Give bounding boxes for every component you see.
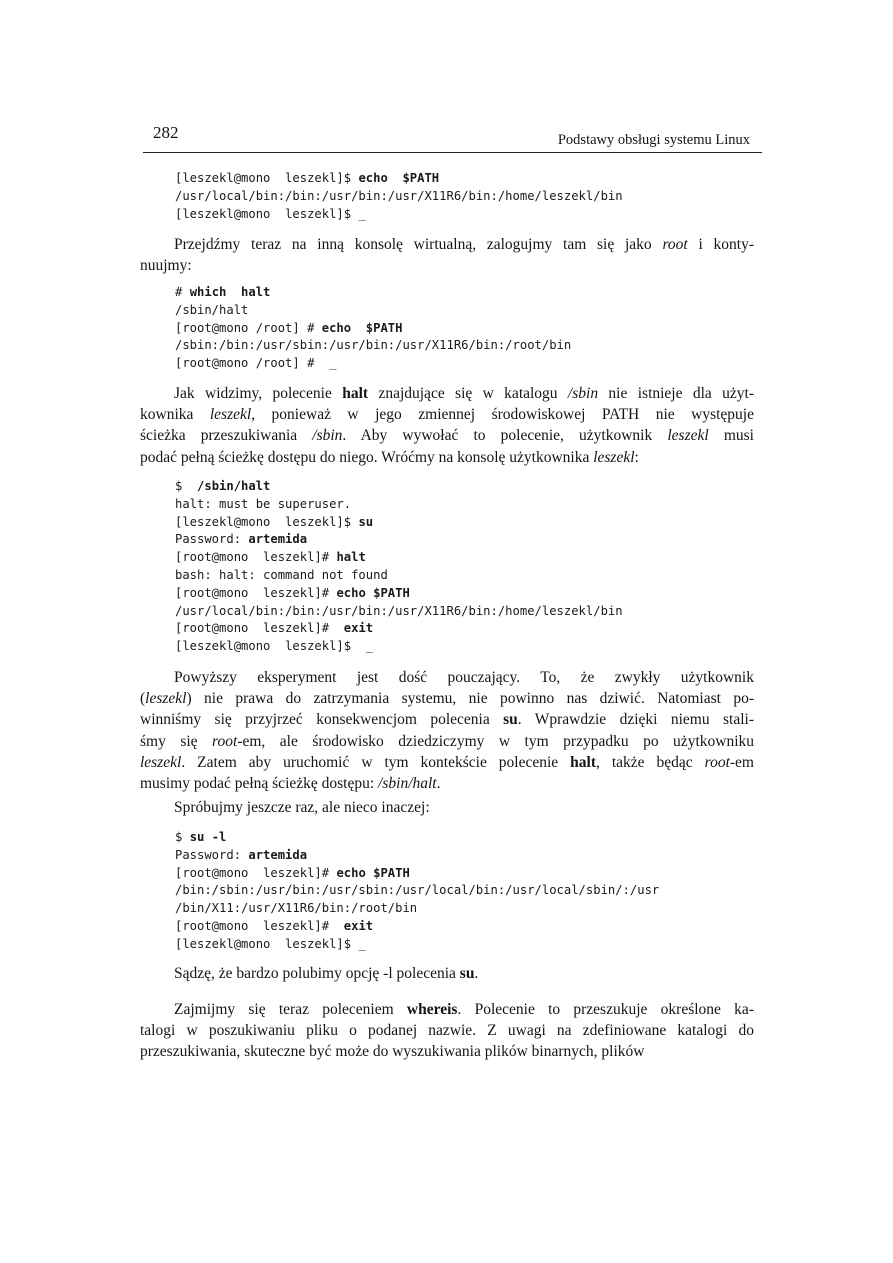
italic-text: leszekl xyxy=(140,753,182,771)
code-block-su-login xyxy=(175,829,659,954)
text-segment: i konty- xyxy=(687,236,754,253)
text-segment: . Aby wywołać to polecenie, użytkownik xyxy=(342,427,668,445)
text-segment: . xyxy=(436,774,441,792)
italic-text: /sbin/halt xyxy=(378,774,437,792)
header-rule xyxy=(143,152,762,153)
italic-text: /sbin xyxy=(567,385,599,402)
bold-text: halt xyxy=(342,385,369,402)
code-line xyxy=(175,936,659,954)
text-segment: Jak widzimy, polecenie xyxy=(174,385,343,402)
italic-text: root xyxy=(662,236,688,253)
text-segment: podać pełną ścieżkę dostępu do niego. Wróćmy na konsolę użytkownika xyxy=(140,448,594,466)
text-line xyxy=(140,404,754,425)
code-line xyxy=(175,829,659,847)
text-segment: Powyższy eksperyment jest dość pouczający. To, że zwykły użytkownik xyxy=(174,669,754,686)
text-line xyxy=(140,731,754,752)
code-line xyxy=(175,337,571,355)
code-line xyxy=(175,478,623,496)
text-segment: [root@mono leszekl]# xyxy=(175,621,344,636)
text-line xyxy=(140,1020,754,1041)
paragraph-experiment xyxy=(140,667,754,794)
code-line xyxy=(175,847,659,865)
code-line xyxy=(175,302,571,320)
text-line xyxy=(140,999,754,1020)
text-line xyxy=(140,234,754,255)
italic-text: leszekl xyxy=(209,406,252,424)
paragraph-try-again xyxy=(140,797,754,818)
code-line xyxy=(175,882,659,900)
text-segment: /sbin/halt xyxy=(175,302,249,317)
text-segment: [root@mono leszekl]# xyxy=(175,550,337,565)
text-line xyxy=(140,688,754,709)
code-line xyxy=(175,900,659,918)
text-segment: /usr/local/bin:/bin:/usr/bin:/usr/X11R6/bin:/home/leszekl/bin xyxy=(175,603,623,618)
command-text: which halt xyxy=(189,285,271,299)
bold-text: su xyxy=(503,711,518,729)
code-line xyxy=(175,320,571,338)
command-text: artemida xyxy=(248,847,308,862)
text-segment: kownika xyxy=(140,406,210,424)
text-segment: [leszekl@mono leszekl]$ _ xyxy=(175,639,374,654)
text-line xyxy=(140,425,754,446)
code-line xyxy=(175,206,623,224)
text-segment: . Polecenie to przeszukuje określone ka- xyxy=(457,1001,754,1018)
command-text: exit xyxy=(343,918,374,933)
text-segment: . Wprawdzie dzięki niemu stali- xyxy=(517,711,754,729)
text-segment: ( xyxy=(140,690,146,708)
text-segment: [root@mono leszekl]# xyxy=(175,865,337,880)
paragraph-whereis xyxy=(140,999,754,1063)
text-segment: [root@mono leszekl]# xyxy=(175,918,344,933)
text-segment: /usr/local/bin:/bin:/usr/bin:/usr/X11R6/bin:/home/leszekl/bin xyxy=(175,188,623,203)
page-header xyxy=(143,120,762,154)
page-number: 282 xyxy=(153,123,179,142)
text-segment: : xyxy=(634,448,639,466)
text-line xyxy=(140,383,754,404)
text-segment: musimy podać pełną ścieżkę dostępu: xyxy=(140,774,379,792)
command-text: halt xyxy=(336,550,366,565)
italic-text: root xyxy=(212,732,238,750)
bold-text: su xyxy=(459,965,475,982)
text-line xyxy=(140,709,754,730)
code-line xyxy=(175,531,623,549)
text-segment: # xyxy=(175,285,190,299)
text-line xyxy=(140,797,754,818)
text-segment: Password: xyxy=(175,532,249,547)
text-segment: talogi w poszukiwaniu pliku o podanej nazwie. Z uwagi na zdefiniowane katalogi do xyxy=(140,1022,754,1040)
code-line xyxy=(175,355,571,373)
command-text: /sbin/halt xyxy=(197,479,271,493)
code-line xyxy=(175,514,623,532)
text-segment: Spróbujmy jeszcze raz, ale nieco inaczej: xyxy=(174,799,430,816)
text-line xyxy=(140,255,754,276)
text-segment: ścieżka przeszukiwania xyxy=(140,427,313,445)
text-segment: Zajmijmy się teraz poleceniem xyxy=(174,1001,407,1018)
text-segment: [leszekl@mono leszekl]$ xyxy=(175,514,359,529)
code-line xyxy=(175,170,623,188)
text-segment: nie istnieje dla użyt- xyxy=(598,385,754,402)
text-segment: $ xyxy=(175,479,198,493)
text-segment: Sądzę, że bardzo polubimy opcję -l polecenia xyxy=(174,965,460,982)
text-segment: musi xyxy=(708,427,754,445)
command-text: su -l xyxy=(189,830,227,844)
text-segment: , ponieważ w jego zmiennej środowiskowej PATH nie występuje xyxy=(251,406,754,424)
text-segment: [leszekl@mono leszekl]$ xyxy=(175,171,359,185)
code-line xyxy=(175,284,571,302)
text-segment: . xyxy=(474,965,479,982)
code-line xyxy=(175,585,623,603)
command-text: echo $PATH xyxy=(336,585,410,600)
paragraph-su-option xyxy=(140,963,754,984)
code-line xyxy=(175,620,623,638)
text-segment: [root@mono /root] # _ xyxy=(175,356,337,371)
code-line xyxy=(175,567,623,585)
bold-text: whereis xyxy=(406,1001,458,1018)
text-segment: winniśmy się przyjrzeć konsekwencjom polecenia xyxy=(140,711,504,729)
text-line xyxy=(140,963,754,984)
text-line xyxy=(140,667,754,688)
text-segment: bash: halt: command not found xyxy=(175,567,388,582)
code-line xyxy=(175,918,659,936)
text-segment: [root@mono /root] # xyxy=(175,320,322,335)
text-line xyxy=(140,752,754,773)
code-block-which-halt xyxy=(175,284,571,373)
text-segment: -em, ale środowisko dziedziczymy w tym przypadku po użytkowniku xyxy=(237,732,754,750)
text-segment: /bin/X11:/usr/X11R6/bin:/root/bin xyxy=(175,901,418,916)
code-line xyxy=(175,188,623,206)
running-title: Podstawy obsługi systemu Linux xyxy=(557,132,750,148)
text-segment: Przejdźmy teraz na inną konsolę wirtualną, zalogujmy tam się jako xyxy=(174,236,663,253)
text-line xyxy=(140,773,754,794)
text-segment: , także będąc xyxy=(596,753,705,771)
code-line xyxy=(175,638,623,656)
code-line xyxy=(175,496,623,514)
text-segment: $ xyxy=(175,830,190,844)
italic-text: /sbin xyxy=(312,427,343,445)
text-segment: [root@mono leszekl]# xyxy=(175,585,337,600)
text-segment: znajdujące się w katalogu xyxy=(368,385,568,402)
text-segment: -em xyxy=(729,753,754,771)
text-segment: śmy się xyxy=(140,732,213,750)
text-line xyxy=(140,447,754,468)
italic-text: leszekl xyxy=(667,427,709,445)
italic-text: leszekl xyxy=(145,690,187,708)
text-segment: Password: xyxy=(175,847,249,862)
italic-text: root xyxy=(704,753,730,771)
italic-text: leszekl xyxy=(593,448,635,466)
code-line xyxy=(175,865,659,883)
code-block-echo-path-user xyxy=(175,170,623,223)
code-line xyxy=(175,603,623,621)
paragraph-switch-console xyxy=(140,234,754,276)
code-block-su-halt xyxy=(175,478,623,656)
command-text: exit xyxy=(343,621,374,636)
command-text: artemida xyxy=(248,532,308,547)
text-segment: /sbin:/bin:/usr/sbin:/usr/bin:/usr/X11R6/bin:/root/bin xyxy=(175,338,572,353)
command-text: echo $PATH xyxy=(321,320,403,335)
text-segment: /bin:/sbin:/usr/bin:/usr/sbin:/usr/local/bin:/usr/local/sbin/:/usr xyxy=(175,883,660,898)
text-segment: halt: must be superuser. xyxy=(175,496,352,511)
text-segment: . Zatem aby uruchomić w tym kontekście polecenie xyxy=(181,753,571,771)
command-text: su xyxy=(358,514,374,529)
text-segment: [leszekl@mono leszekl]$ _ xyxy=(175,936,366,951)
text-segment: ) nie prawa do zatrzymania systemu, nie powinno nas dziwić. Natomiast po- xyxy=(186,690,754,708)
text-segment: [leszekl@mono leszekl]$ _ xyxy=(175,206,366,221)
text-segment: nuujmy: xyxy=(140,257,192,275)
bold-text: halt xyxy=(570,753,596,771)
text-line xyxy=(140,1041,754,1062)
command-text: echo $PATH xyxy=(336,865,410,880)
paragraph-halt-not-found xyxy=(140,383,754,468)
text-segment: przeszukiwania, skuteczne być może do wyszukiwania plików binarnych, plików xyxy=(140,1043,645,1061)
command-text: echo $PATH xyxy=(358,171,440,185)
code-line xyxy=(175,549,623,567)
